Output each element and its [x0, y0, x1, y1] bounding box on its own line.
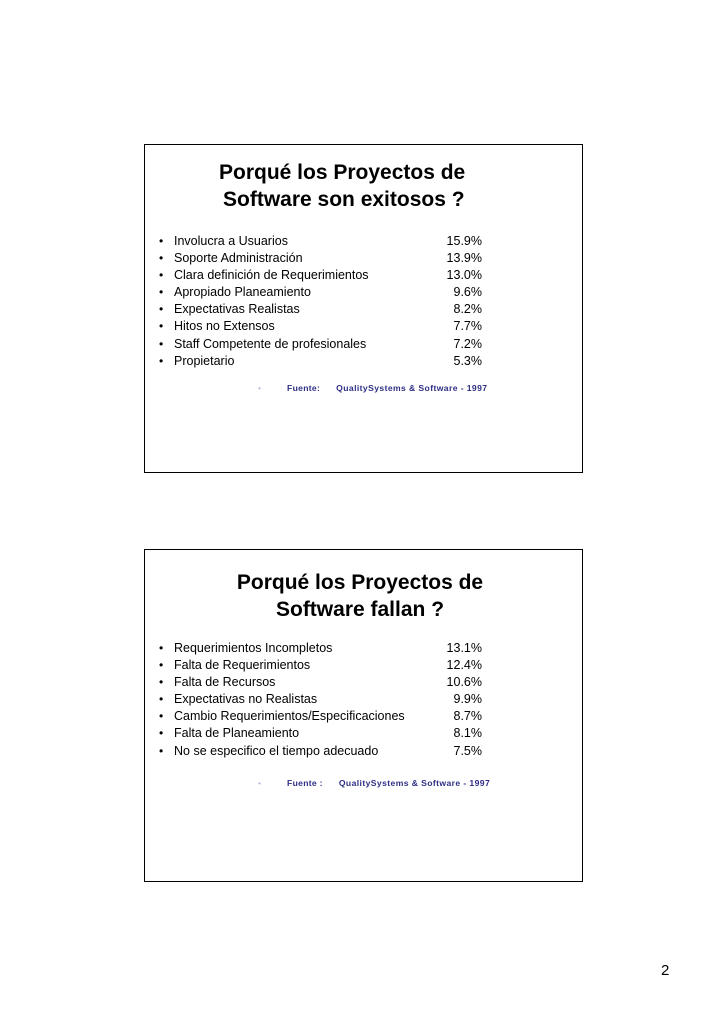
item-label: Expectativas no Realistas — [174, 692, 318, 707]
item-label: Expectativas Realistas — [174, 302, 300, 317]
slide-title-line: Software fallan ? — [275, 598, 445, 621]
item-label: Soporte Administración — [174, 251, 303, 266]
bullet-icon: • — [159, 709, 164, 724]
bullet-icon: • — [159, 234, 164, 248]
source-text: QualitySystems & Software - 1997 — [336, 383, 488, 393]
slide-failure-factors — [144, 549, 583, 882]
item-label: Falta de Recursos — [174, 675, 276, 690]
bullet-icon: • — [159, 268, 164, 283]
bullet-icon: • — [159, 658, 164, 673]
slide-title — [219, 159, 539, 213]
item-value: 10.6% — [446, 675, 482, 690]
source-label: Fuente: — [287, 383, 321, 393]
slide-title — [205, 569, 515, 623]
item-value: 5.3% — [453, 353, 482, 368]
slide-title-line: Porqué los Proyectos de — [236, 571, 484, 594]
item-value: 8.7% — [453, 709, 482, 724]
bullet-icon: • — [159, 336, 164, 351]
item-value: 9.6% — [453, 285, 482, 300]
item-value: 8.2% — [453, 302, 482, 317]
item-label: Involucra a Usuarios — [174, 234, 288, 248]
item-label: Hitos no Extensos — [174, 319, 275, 334]
item-label: Staff Competente de profesionales — [174, 336, 367, 351]
item-label: Falta de Requerimientos — [174, 658, 311, 673]
source-citation — [258, 778, 490, 788]
slide-title-line: Porqué los Proyectos de — [219, 161, 466, 184]
bullet-icon: • — [159, 251, 164, 266]
bullet-icon: • — [159, 302, 164, 317]
bullet-icon: • — [159, 285, 164, 300]
bullet-icon: • — [159, 692, 164, 707]
item-label: Apropiado Planeamiento — [174, 285, 311, 300]
bullet-icon: • — [159, 641, 164, 655]
source-citation — [258, 383, 487, 393]
item-value: 13.9% — [446, 251, 482, 266]
item-label: Cambio Requerimientos/Especificaciones — [174, 709, 405, 724]
bullet-icon: • — [159, 353, 164, 368]
item-value: 7.7% — [453, 319, 482, 334]
bullet-icon: • — [159, 726, 164, 741]
source-bullet-icon: • — [258, 383, 262, 393]
item-value: 7.5% — [453, 743, 482, 758]
page-number: 2 — [661, 962, 670, 979]
source-bullet-icon: • — [258, 778, 262, 788]
item-label: Clara definición de Requerimientos — [174, 268, 369, 283]
bullet-icon: • — [159, 319, 164, 334]
slide-success-factors — [144, 144, 583, 473]
item-value: 12.4% — [446, 658, 482, 673]
item-value: 13.1% — [446, 641, 482, 655]
item-value: 15.9% — [446, 234, 482, 248]
source-text: QualitySystems & Software - 1997 — [338, 778, 491, 788]
bullet-icon: • — [159, 675, 164, 690]
item-label: Propietario — [174, 353, 235, 368]
item-value: 13.0% — [446, 268, 482, 283]
item-value: 7.2% — [453, 336, 482, 351]
item-label: Falta de Planeamiento — [174, 726, 300, 741]
item-value: 8.1% — [453, 726, 482, 741]
slide-title-line: Software son exitosos ? — [223, 188, 465, 211]
source-label: Fuente : — [287, 778, 323, 788]
item-value: 9.9% — [453, 692, 482, 707]
item-label: No se especifico el tiempo adecuado — [174, 743, 379, 758]
item-label: Requerimientos Incompletos — [174, 641, 333, 655]
bullet-icon: • — [159, 743, 164, 758]
